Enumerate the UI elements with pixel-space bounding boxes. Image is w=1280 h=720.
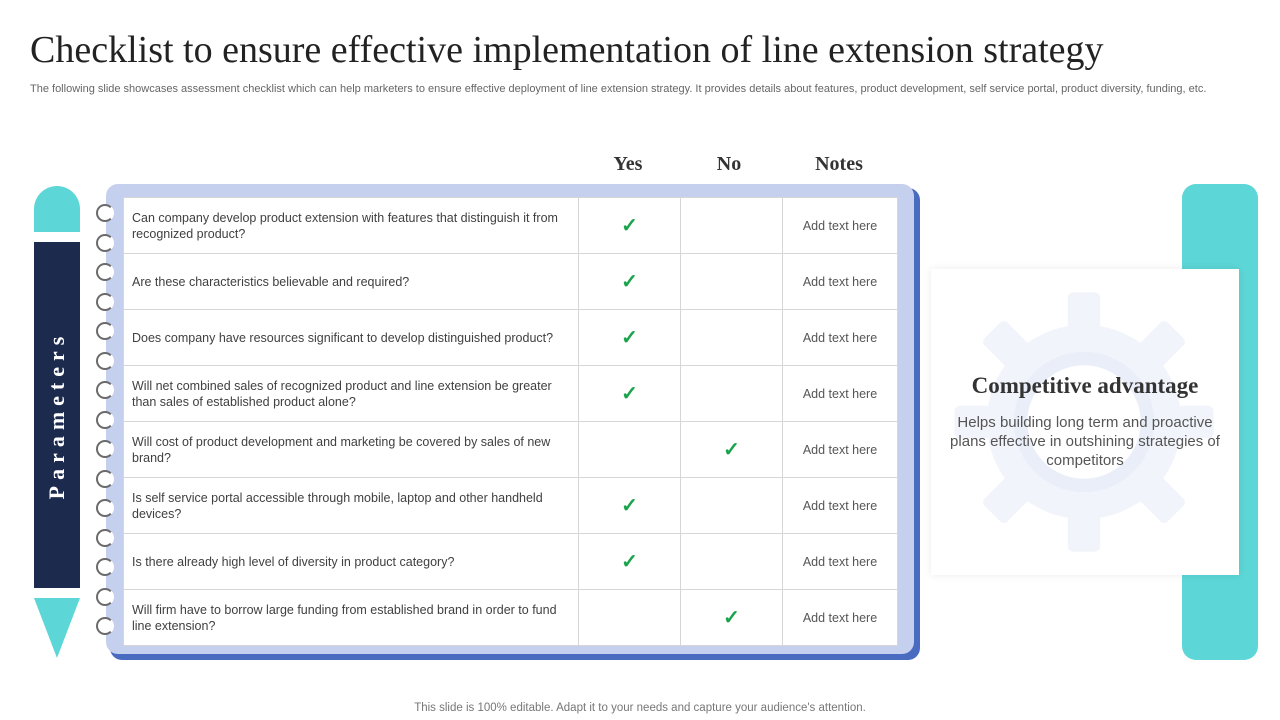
yes-check-icon[interactable]: ✓ [579,478,681,534]
table-row [124,478,898,534]
footer-note: This slide is 100% editable. Adapt it to your needs and capture your audience's attention. [414,702,866,714]
page-title: Checklist to ensure effective implementation of line extension strategy [30,29,1104,71]
spiral-ring [96,558,114,576]
table-row [124,254,898,310]
yes-check-icon[interactable]: ✓ [579,366,681,422]
question-cell: Can company develop product extension with features that distinguish it from recognized product? [124,198,579,254]
yes-check-icon[interactable]: ✓ [579,254,681,310]
spiral-rings [96,204,120,636]
notes-cell[interactable]: Add text here [783,534,898,590]
notes-cell[interactable]: Add text here [783,422,898,478]
no-cell[interactable] [681,478,783,534]
yes-cell[interactable] [579,422,681,478]
question-cell: Is self service portal accessible through mobile, laptop and other handheld devices? [124,478,579,534]
table-row [124,366,898,422]
table-row [124,310,898,366]
card-body: Helps building long term and proactive plans effective in outshining strategies of competitors [950,414,1220,469]
spiral-ring [96,588,114,606]
question-cell: Will firm have to borrow large funding from established brand in order to fund line extension? [124,590,579,646]
spiral-ring [96,352,114,370]
table-row [124,590,898,646]
notes-cell[interactable]: Add text here [783,198,898,254]
question-cell: Is there already high level of diversity in product category? [124,534,579,590]
yes-check-icon[interactable]: ✓ [579,198,681,254]
question-cell: Are these characteristics believable and required? [124,254,579,310]
spiral-ring [96,470,114,488]
card-title: Competitive advantage [971,373,1199,398]
no-check-icon[interactable]: ✓ [681,422,783,478]
notes-cell[interactable]: Add text here [783,310,898,366]
no-check-icon[interactable]: ✓ [681,590,783,646]
no-cell[interactable] [681,254,783,310]
no-cell[interactable] [681,366,783,422]
notes-cell[interactable]: Add text here [783,590,898,646]
table-row [124,198,898,254]
competitive-advantage-card [931,269,1239,575]
notes-cell[interactable]: Add text here [783,366,898,422]
spiral-ring [96,440,114,458]
table-row [124,422,898,478]
no-cell[interactable] [681,310,783,366]
spiral-ring [96,293,114,311]
checklist-table [123,197,898,646]
notes-cell[interactable]: Add text here [783,478,898,534]
spiral-ring [96,381,114,399]
column-header-notes: Notes [815,153,863,175]
yes-cell[interactable] [579,590,681,646]
no-cell[interactable] [681,534,783,590]
parameters-label: Parameters [44,330,69,500]
page-subtitle: The following slide showcases assessment checklist which can help marketers to ensure effective deployment of line extension strategy. It provides details about features, product development, self service portal, product diversity, funding, etc. [30,83,1207,95]
spiral-ring [96,529,114,547]
column-header-yes: Yes [613,153,643,175]
spiral-ring [96,263,114,281]
column-header-no: No [716,153,742,175]
question-cell: Will cost of product development and marketing be covered by sales of new brand? [124,422,579,478]
spiral-ring [96,234,114,252]
spiral-ring [96,411,114,429]
spiral-ring [96,499,114,517]
yes-check-icon[interactable]: ✓ [579,310,681,366]
table-row [124,534,898,590]
pencil-cap [34,186,80,232]
spiral-ring [96,322,114,340]
no-cell[interactable] [681,198,783,254]
spiral-ring [96,617,114,635]
pencil-tip [34,598,80,658]
spiral-ring [96,204,114,222]
question-cell: Does company have resources significant to develop distinguished product? [124,310,579,366]
notes-cell[interactable]: Add text here [783,254,898,310]
question-cell: Will net combined sales of recognized product and line extension be greater than sales of established product alone? [124,366,579,422]
yes-check-icon[interactable]: ✓ [579,534,681,590]
